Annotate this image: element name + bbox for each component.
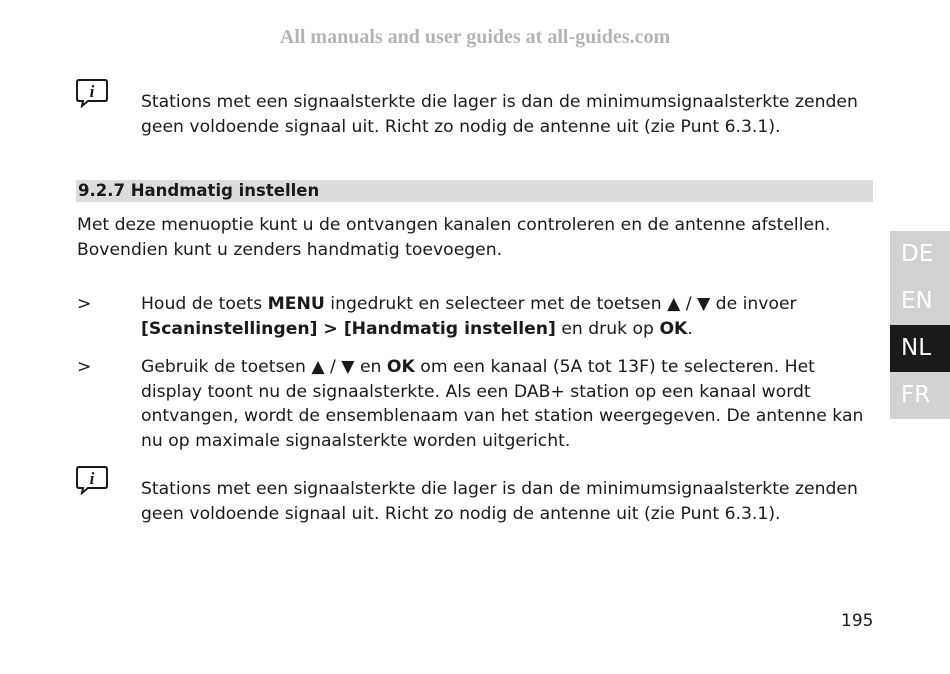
svg-text:i: i [89, 469, 95, 488]
section-title: 9.2.7 Handmatig instellen [78, 181, 320, 200]
language-tab-en[interactable]: EN [890, 278, 950, 325]
step-text: Gebruik de toetsen ▲ / ▼ en OK om een kanaal (5A tot 13F) te selecteren. Het display toont nu de signaalsterkte. Als een DAB+ station op een kanaal wordt ontvangen, wordt de ensemblenaam van het station weergegeven. De antenne kan nu op maximale signaalsterkte worden uitgericht. [141, 357, 864, 451]
step-bullet: > [77, 294, 92, 314]
section-heading-bar [76, 180, 873, 202]
note-text: Stations met een signaalsterkte die lager is dan de minimumsignaalsterkte zenden geen voldoende signaal uit. Richt zo nodig de antenne uit (zie Punt 6.3.1). [141, 479, 858, 524]
info-note-icon [76, 78, 108, 108]
svg-text:i: i [89, 82, 95, 101]
step-bullet: > [77, 357, 92, 377]
note-text: Stations met een signaalsterkte die lager is dan de minimumsignaalsterkte zenden geen voldoende signaal uit. Richt zo nodig de antenne uit (zie Punt 6.3.1). [141, 92, 858, 137]
section-intro: Met deze menuoptie kunt u de ontvangen kanalen controleren en de antenne afstellen. Bovendien kunt u zenders handmatig toevoegen. [77, 215, 831, 260]
language-tab-fr[interactable]: FR [890, 372, 950, 419]
page-number: 195 [841, 611, 874, 631]
watermark: All manuals and user guides at all-guides.com [279, 26, 671, 48]
language-tab-nl[interactable]: NL [890, 325, 950, 372]
info-note-icon [76, 465, 108, 495]
step-text: Houd de toets MENU ingedrukt en selecteer met de toetsen ▲ / ▼ de invoer [Scaninstellingen] > [Handmatig instellen] en druk op OK. [141, 294, 797, 339]
language-tab-de[interactable]: DE [890, 231, 950, 278]
